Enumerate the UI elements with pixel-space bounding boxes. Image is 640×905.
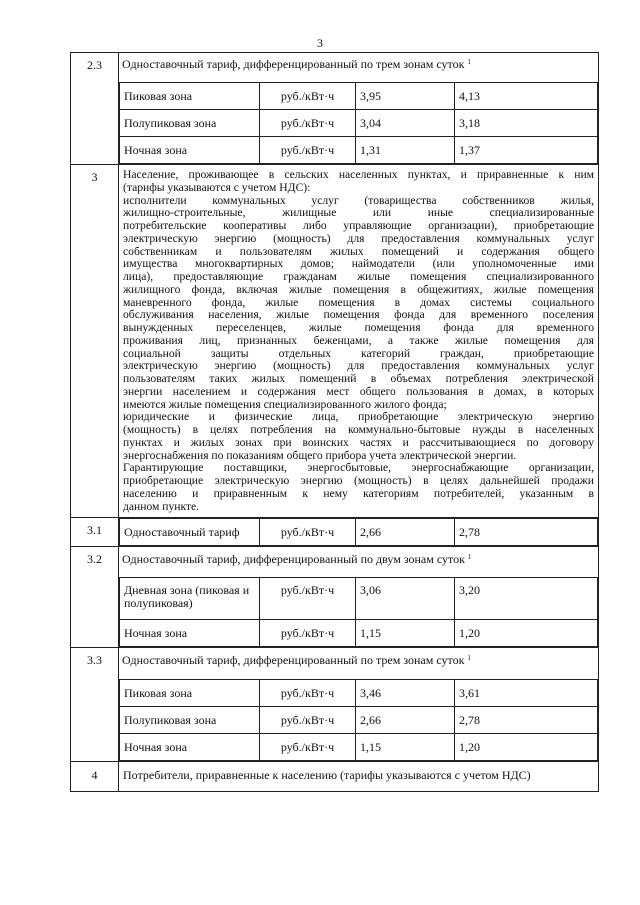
paragraph-line: жилищного фонда, включая жилые помещения в общежитиях, жилые помещения	[123, 282, 594, 296]
table-row	[120, 620, 598, 647]
paragraph-line: собственникам и пользователям жилых помещений и содержания общего	[123, 244, 594, 258]
paragraph-line: пользователям таких жилых помещений в объемах потребления электрической	[123, 372, 594, 385]
table-row	[120, 519, 598, 546]
paragraph-line: приобретающие электрическую энергию (мощность) в целях дальнейшей продажи	[123, 474, 594, 487]
tariff-value: 3,20	[455, 578, 598, 620]
zone-name: Полупиковая зона	[120, 110, 260, 137]
tariff-value: 2,66	[356, 707, 455, 734]
paragraph-line: населению и приравненным к нему категориям потребителей, указанным в	[123, 486, 594, 500]
paragraph-line: Гарантирующие поставщики, энергосбытовые, энергоснабжающие организации,	[123, 461, 594, 475]
tariff-subtable	[119, 518, 598, 546]
row-number: 3.2	[71, 547, 119, 648]
row-title: Одноставочный тариф	[120, 519, 260, 546]
paragraph-line: Население, проживающее в сельских населенных пунктах, и приравненные к ним	[123, 168, 594, 181]
zone-name: Полупиковая зона	[120, 707, 260, 734]
paragraph-line: вынужденных переселенцев, жилые помещения фонда для временного	[123, 321, 594, 334]
paragraph-line: юридические и физические лица, приобретающие электрическую энергию	[123, 410, 594, 424]
tariff-value: 3,61	[455, 680, 598, 707]
tariff-value: 2,78	[455, 519, 598, 546]
row-title: Одноставочный тариф, дифференцированный по двум зонам суток	[122, 552, 465, 567]
tariff-value: 1,31	[356, 137, 455, 164]
paragraph-line: потребительские кооперативы либо управляющие организации), приобретающие	[123, 219, 594, 232]
footnote-mark: 1	[467, 58, 471, 66]
tariff-value: 3,95	[356, 83, 455, 110]
paragraph-line: лица), предоставляющие гражданам жилые помещения специализированного	[123, 270, 594, 283]
tariff-value: 2,66	[356, 519, 455, 546]
zone-subtable	[119, 82, 598, 164]
table-row	[120, 734, 598, 761]
page-number: 3	[317, 36, 323, 50]
paragraph-line: проживания лиц, признанных беженцами, а также жилые помещения для	[123, 333, 594, 347]
tariff-value: 1,20	[455, 620, 598, 647]
paragraph-line: электрическую энергию (мощность) для предоставления коммунальных услуг	[123, 359, 594, 373]
row-number: 3.1	[71, 518, 119, 547]
row-title: Одноставочный тариф, дифференцированный по трем зонам суток	[122, 57, 465, 71]
table-row	[120, 707, 598, 734]
zone-name: Ночная зона	[120, 137, 260, 164]
unit-cell: руб./кВт·ч	[260, 83, 356, 110]
row-number: 2.3	[71, 53, 119, 165]
table-row	[120, 83, 598, 110]
paragraph-line: имеются жилые помещения специализированного жилого фонда;	[123, 397, 447, 411]
zone-name: Пиковая зона	[120, 83, 260, 110]
table-row-3-3	[71, 648, 599, 762]
zone-name: Пиковая зона	[120, 680, 260, 707]
paragraph-line: исполнители коммунальных услуг (товарищества собственников жилья,	[123, 193, 594, 207]
table-row	[120, 110, 598, 137]
paragraph-line: электрическую энергию (мощность) для предоставления коммунальных услуг	[123, 231, 594, 245]
paragraph-line: социальной защиты отдельных категорий граждан, приобретающие	[123, 346, 594, 360]
zone-name: Ночная зона	[120, 620, 260, 647]
table-row-3-2	[71, 547, 599, 648]
footnote-mark: 1	[467, 654, 471, 663]
paragraph-line: (мощность) в целях потребления на коммунально-бытовые нужды в населенных	[123, 423, 594, 436]
table-row	[120, 137, 598, 164]
unit-cell: руб./кВт·ч	[260, 110, 356, 137]
paragraph-line: жилищно-строительные, жилищные или иные специализированные	[123, 206, 594, 220]
tariff-value: 1,20	[455, 734, 598, 761]
tariff-value: 3,46	[356, 680, 455, 707]
tariff-value: 3,18	[455, 110, 598, 137]
tariff-value: 1,15	[356, 620, 455, 647]
unit-cell: руб./кВт·ч	[260, 734, 356, 761]
row-number: 3.3	[71, 648, 119, 762]
tariff-value: 2,78	[455, 707, 598, 734]
tariff-value: 4,13	[455, 83, 598, 110]
unit-cell: руб./кВт·ч	[260, 620, 356, 647]
table-row	[120, 578, 598, 620]
unit-cell: руб./кВт·ч	[260, 707, 356, 734]
footnote-mark: 1	[467, 553, 472, 562]
row-title: Потребители, приравненные к населению (тарифы указываются с учетом НДС)	[123, 768, 531, 783]
paragraph-line: (тарифы указываются с учетом НДС):	[123, 180, 311, 194]
paragraph-line: энергии населением и содержания мест общего пользования в домах, в которых	[123, 384, 594, 398]
tariff-table	[70, 52, 599, 792]
population-description	[123, 169, 594, 513]
zone-subtable	[119, 577, 598, 647]
table-row-4	[71, 762, 599, 792]
tariff-value: 1,37	[455, 137, 598, 164]
row-title: Одноставочный тариф, дифференцированный по трем зонам суток	[122, 653, 465, 668]
paragraph-line: обслуживания населения, жилые помещения фонда для временного поселения	[123, 308, 594, 322]
paragraph-line: имущества многоквартирных домов; наймодатели (или уполномоченные ими	[123, 257, 594, 271]
tariff-value: 1,15	[356, 734, 455, 761]
paragraph-line: энергоснабжения по показаниям общего прибора учета электрической энергии.	[123, 448, 517, 462]
zone-subtable	[119, 679, 598, 761]
zone-name: Ночная зона	[120, 734, 260, 761]
tariff-value: 3,04	[356, 110, 455, 137]
table-row-3	[71, 165, 599, 518]
paragraph-line: маневренного фонда, жилые помещения в домах системы социального	[123, 295, 594, 309]
tariff-value: 3,06	[356, 578, 455, 620]
table-row-3-1	[71, 518, 599, 547]
paragraph-line: пунктах и жилых зонах при воинских частях и рассчитывающиеся по договору	[123, 435, 594, 449]
row-number: 3	[71, 165, 119, 518]
unit-cell: руб./кВт·ч	[260, 519, 356, 546]
table-row-2-3	[71, 53, 599, 165]
table-row	[120, 680, 598, 707]
zone-name: Дневная зона (пиковая и полупиковая)	[120, 578, 260, 620]
paragraph-line: данном пункте.	[123, 499, 200, 513]
unit-cell: руб./кВт·ч	[260, 680, 356, 707]
row-number: 4	[71, 762, 119, 792]
unit-cell: руб./кВт·ч	[260, 137, 356, 164]
unit-cell: руб./кВт·ч	[260, 578, 356, 620]
